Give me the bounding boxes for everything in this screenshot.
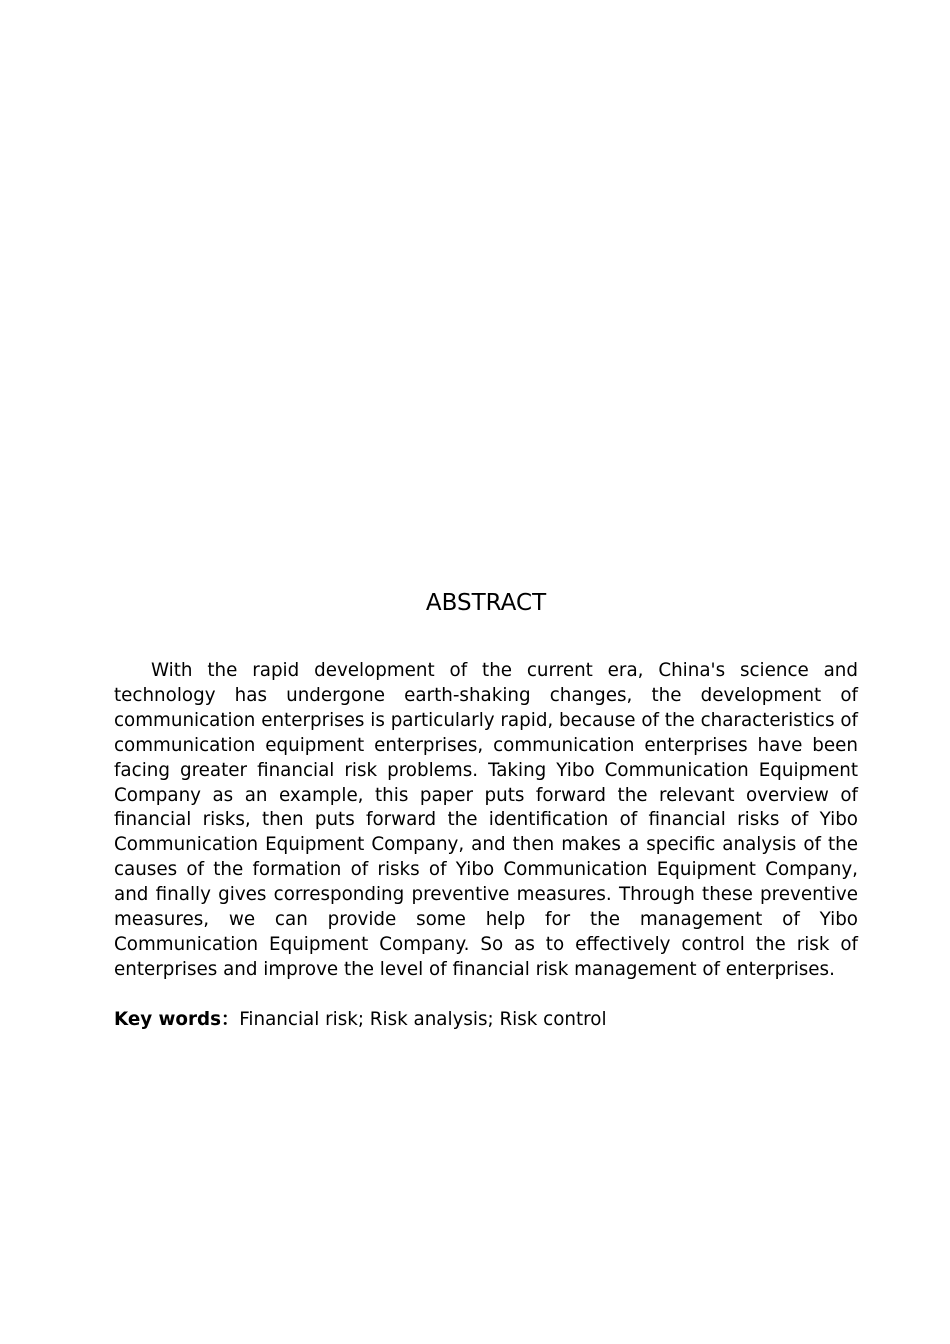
keywords-label: Key words： [114, 1009, 240, 1030]
abstract-body: With the rapid development of the current era, China's science and technology has undergone earth-shaking changes, the development of communication enterprises is particularly rapid, because of the characteristics of communication equipment enterprises, communication enterprises have been facing greater financial risk problems. Taking Yibo Communication Equipment Company as an example, this paper puts forward the relevant overview of financial risks, then puts forward the identification of financial risks of Yibo Communication Equipment Company, and then makes a specific analysis of the causes of the formation of risks of Yibo Communication Equipment Company, and finally gives corresponding preventive measures. Through these preventive measures, we can provide some help for the management of Yibo Communication Equipment Company. So as to effectively control the risk of enterprises and improve the level of financial risk management of enterprises. [114, 660, 858, 980]
abstract-title: ABSTRACT [425, 590, 547, 616]
keywords-value: Financial risk; Risk analysis; Risk control [239, 1009, 607, 1030]
keywords-line [114, 1008, 858, 1033]
